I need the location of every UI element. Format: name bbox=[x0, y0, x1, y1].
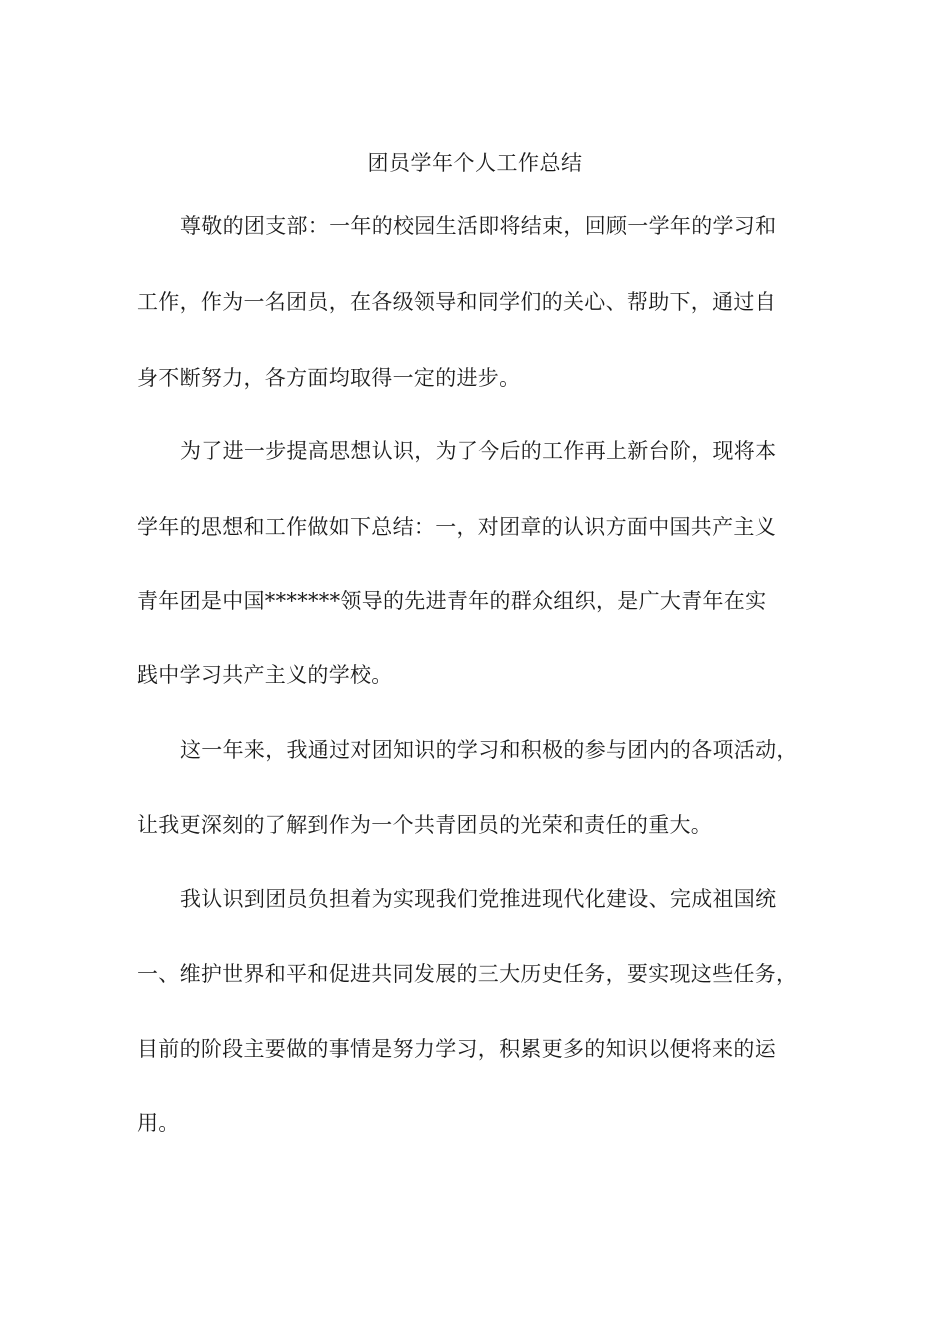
paragraph-1-line-2: 工作，作为一名团员，在各级领导和同学们的关心、帮助下，通过自 bbox=[137, 290, 776, 314]
paragraph-2-line-2: 学年的思想和工作做如下总结：一，对团章的认识方面中国共产主义 bbox=[137, 515, 776, 539]
paragraph-1-line-1: 尊敬的团支部：一年的校园生活即将结束，回顾一学年的学习和 bbox=[180, 214, 777, 238]
paragraph-4-line-1: 我认识到团员负担着为实现我们党推进现代化建设、完成祖国统 bbox=[180, 887, 777, 911]
paragraph-2-line-4: 践中学习共产主义的学校。 bbox=[137, 663, 393, 687]
paragraph-1-line-3: 身不断努力，各方面均取得一定的进步。 bbox=[137, 366, 521, 390]
paragraph-2-line-1: 为了进一步提高思想认识，为了今后的工作再上新台阶，现将本 bbox=[180, 439, 777, 463]
document-title: 团员学年个人工作总结 bbox=[367, 151, 583, 175]
paragraph-4-line-4: 用。 bbox=[137, 1111, 180, 1135]
paragraph-4-line-3: 目前的阶段主要做的事情是努力学习，积累更多的知识以便将来的运 bbox=[137, 1037, 776, 1061]
paragraph-3-line-2: 让我更深刻的了解到作为一个共青团员的光荣和责任的重大。 bbox=[137, 813, 713, 837]
paragraph-4-line-2: 一、维护世界和平和促进共同发展的三大历史任务，要实现这些任务， bbox=[137, 962, 798, 986]
paragraph-2-line-3: 青年团是中国*******领导的先进青年的群众组织，是广大青年在实 bbox=[137, 589, 767, 613]
paragraph-3-line-1: 这一年来，我通过对团知识的学习和积极的参与团内的各项活动， bbox=[180, 738, 798, 762]
